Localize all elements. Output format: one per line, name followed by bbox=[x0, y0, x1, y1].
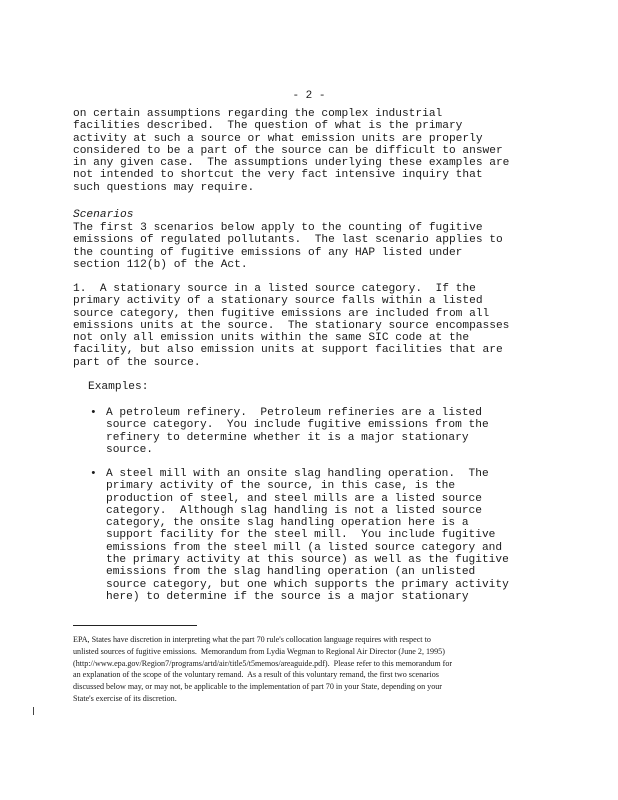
text-line: an explanation of the scope of the voluntary remand. As a result of this voluntary remand, the first two scenarios bbox=[73, 670, 439, 680]
example-text bbox=[106, 407, 530, 456]
text-line: unlisted sources of fugitive emissions. Memorandum from Lydia Wegman to Regional Air Director (June 2, 1995) bbox=[73, 646, 445, 656]
text-line: State's exercise of its discretion. bbox=[73, 693, 177, 703]
text-line: considered to be a part of the source can be difficult to answer bbox=[73, 144, 503, 157]
scenarios-intro-paragraph bbox=[73, 222, 533, 271]
bullet-icon: • bbox=[90, 468, 97, 480]
text-line: emissions units at the source. The stationary source encompasses bbox=[73, 319, 510, 332]
text-line: emissions of regulated pollutants. The last scenario applies to bbox=[73, 234, 503, 247]
text-line: category, the onsite slag handling operation here is a bbox=[106, 517, 469, 530]
text-line: source category. You include fugitive emissions from the bbox=[106, 419, 489, 432]
body-paragraph-1 bbox=[73, 108, 533, 194]
text-line: such questions may require. bbox=[73, 181, 255, 194]
text-line: on certain assumptions regarding the complex industrial bbox=[73, 108, 443, 120]
text-line: EPA, States have discretion in interpreting what the part 70 rule's collocation language requires with respect to bbox=[73, 635, 431, 644]
text-line: facility, but also emission units at support facilities that are bbox=[73, 344, 503, 357]
text-line: part of the source. bbox=[73, 356, 201, 369]
footnote bbox=[73, 634, 523, 705]
text-line: source category, but one which supports the primary activity bbox=[106, 578, 509, 591]
text-line: not intended to shortcut the very fact intensive inquiry that bbox=[73, 169, 483, 182]
examples-label: Examples: bbox=[88, 381, 149, 393]
text-line: not only all emission units within the same SIC code at the bbox=[73, 332, 470, 345]
text-line: section 112(b) of the Act. bbox=[73, 258, 248, 271]
page-number: - 2 - bbox=[292, 90, 326, 102]
text-line: category. Although slag handling is not a listed source bbox=[106, 504, 482, 517]
text-line: facilities described. The question of what is the primary bbox=[73, 120, 463, 133]
bullet-icon: • bbox=[90, 407, 97, 419]
example-text bbox=[106, 468, 530, 603]
text-line: emissions from the slag handling operation (an unlisted bbox=[106, 566, 476, 579]
text-line: 1. A stationary source in a listed source category. If the bbox=[73, 283, 476, 295]
text-line: A steel mill with an onsite slag handling operation. The bbox=[106, 468, 489, 480]
text-line: A petroleum refinery. Petroleum refineries are a listed bbox=[106, 407, 482, 419]
text-line: (http://www.epa.gov/Region7/programs/artd/air/title5/t5memos/areaguide.pdf). Please refer to this memorandum for bbox=[73, 658, 453, 668]
scenario-1-paragraph bbox=[73, 283, 533, 369]
text-line: the counting of fugitive emissions of any HAP listed under bbox=[73, 246, 463, 259]
text-line: refinery to determine whether it is a major stationary bbox=[106, 431, 469, 444]
text-line: in any given case. The assumptions underlying these examples are bbox=[73, 157, 510, 170]
text-line: discussed below may, or may not, be applicable to the implementation of part 70 in your State, depending on your bbox=[73, 682, 443, 692]
text-line: primary activity of a stationary source falls within a listed bbox=[73, 295, 483, 308]
text-line: the primary activity at this source) as well as the fugitive bbox=[106, 554, 509, 567]
text-line: The first 3 scenarios below apply to the counting of fugitive bbox=[73, 222, 483, 234]
text-line: primary activity of the source, in this case, is the bbox=[106, 480, 456, 493]
text-line: emissions from the steel mill (a listed source category and bbox=[106, 541, 503, 554]
text-line: here) to determine if the source is a major stationary bbox=[106, 590, 469, 603]
text-line: support facility for the steel mill. You include fugitive bbox=[106, 529, 496, 542]
text-line: source category, then fugitive emissions are included from all bbox=[73, 307, 490, 320]
footnote-divider bbox=[73, 625, 197, 626]
text-line: production of steel, and steel mills are a listed source bbox=[106, 492, 482, 505]
margin-mark bbox=[33, 707, 34, 715]
text-line: source. bbox=[106, 443, 153, 456]
scenarios-heading: Scenarios bbox=[73, 209, 134, 221]
text-line: activity at such a source or what emission units are properly bbox=[73, 132, 483, 145]
